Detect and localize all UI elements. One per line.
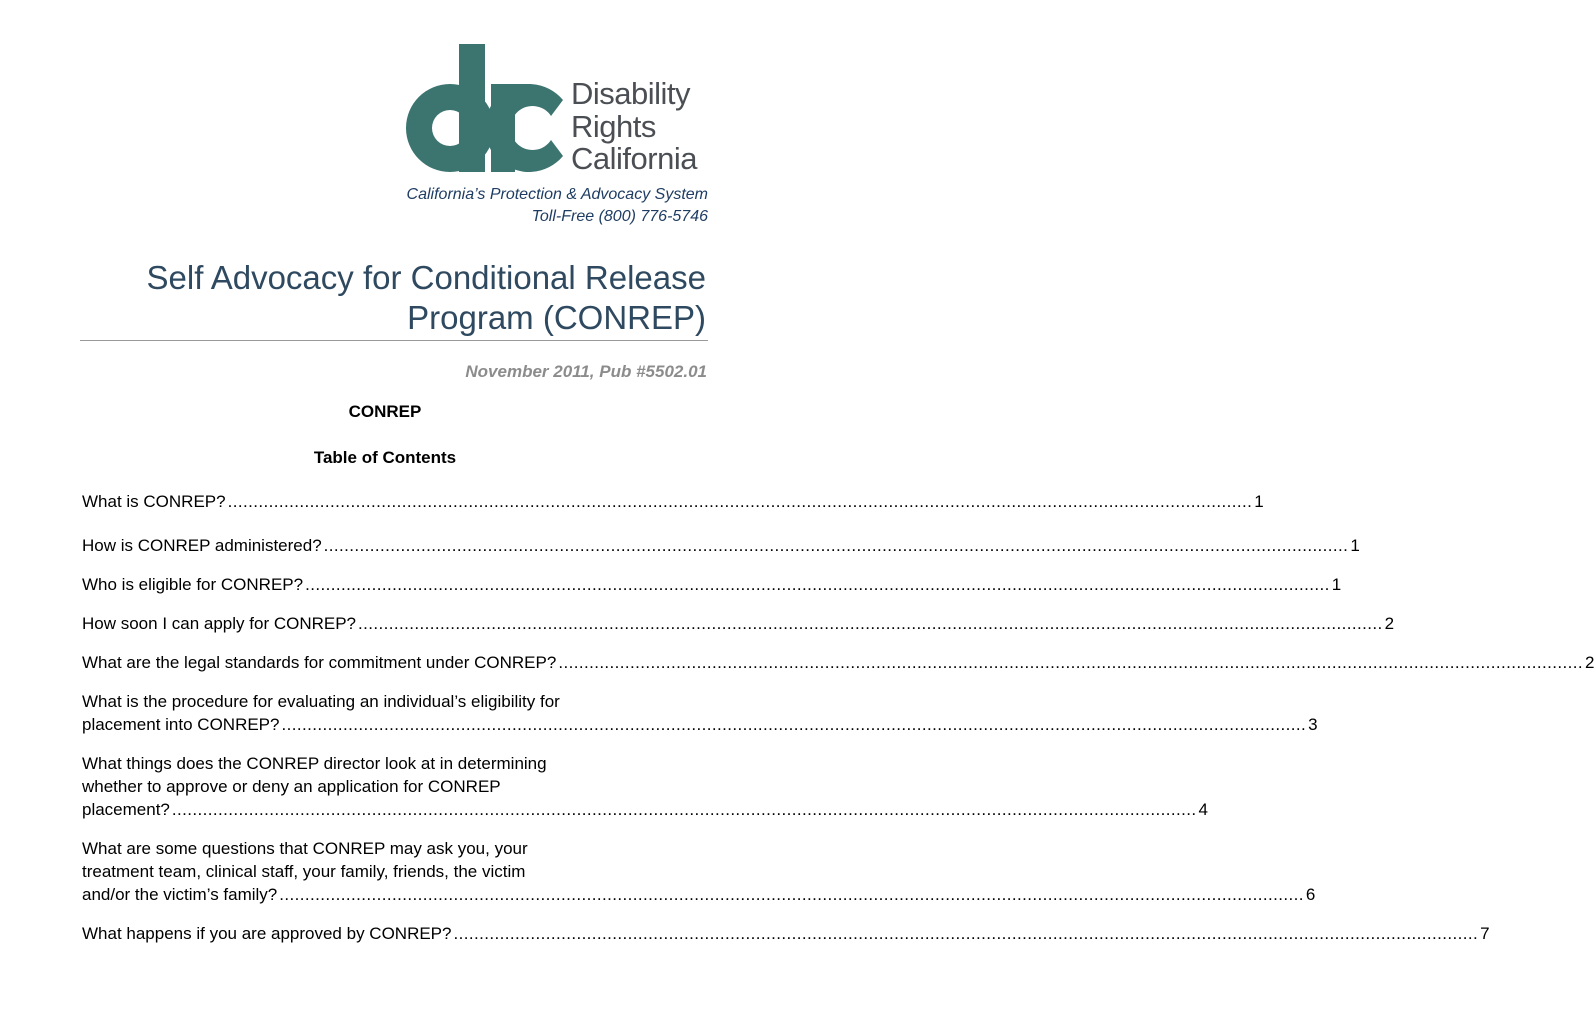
title-line: Program (CONREP)	[407, 299, 706, 336]
toc-entry-label: whether to approve or deny an application for CONREP	[82, 777, 501, 796]
toc-entry-label: placement?	[82, 800, 170, 819]
toc-entry[interactable]	[82, 922, 1490, 945]
toc-entry-line	[82, 798, 1208, 821]
toc-entry[interactable]	[82, 752, 1208, 821]
toc-entry-label: What is the procedure for evaluating an individual’s eligibility for	[82, 692, 560, 711]
toc-entry-label: placement into CONREP?	[82, 715, 280, 734]
toll-free-phone: Toll-Free (800) 776-5746	[531, 208, 708, 225]
toc-entry-line	[82, 713, 1318, 736]
toc-page-number: 3	[1308, 715, 1318, 734]
toc-page-number: 2	[1384, 614, 1395, 633]
toc-entry-label: What happens if you are approved by CONREP?	[82, 924, 452, 943]
toc-entry-label: treatment team, clinical staff, your family, friends, the victim	[82, 862, 526, 881]
title-line: Self Advocacy for Conditional Release	[146, 259, 706, 296]
toc-entry-line	[82, 752, 708, 775]
toc-entry-line	[82, 573, 1342, 596]
toc-entry-line	[82, 490, 1264, 513]
toc-leader-dots: ........................................................................................................................................................................................................	[358, 614, 1383, 633]
toc-entry-label: What things does the CONREP director look at in determining	[82, 754, 547, 773]
toc-page-number: 1	[1350, 536, 1360, 555]
toc-entry-line	[82, 775, 708, 798]
toc-leader-dots: ........................................................................................................................................................................................................	[453, 924, 1479, 943]
toc-leader-dots: ........................................................................................................................................................................................................	[171, 800, 1197, 819]
toc-page-number: 4	[1198, 800, 1208, 819]
toc-page-number: 2	[1584, 653, 1594, 672]
toc-entry-label: What are some questions that CONREP may ask you, your	[82, 839, 528, 858]
toc-leader-dots: ........................................................................................................................................................................................................	[281, 715, 1307, 734]
toc-entry[interactable]	[82, 651, 1594, 674]
toc-page-number: 7	[1480, 924, 1490, 943]
toc-leader-dots: ........................................................................................................................................................................................................	[305, 575, 1330, 594]
tagline-text: California’s Protection & Advocacy System	[406, 186, 708, 203]
toc-leader-dots: ........................................................................................................................................................................................................	[227, 492, 1253, 511]
toc-entry-line	[82, 883, 1316, 906]
logo-line: Rights	[571, 108, 656, 144]
toc-entry[interactable]	[82, 612, 1395, 635]
logo-wordmark	[571, 78, 697, 176]
toc-entry-label: and/or the victim’s family?	[82, 885, 278, 904]
toc-entry[interactable]	[82, 490, 1264, 513]
toc-leader-dots: ........................................................................................................................................................................................................	[279, 885, 1304, 904]
organization-logo	[395, 40, 715, 180]
toc-heading: Table of Contents	[313, 448, 457, 467]
toc-entry-line	[82, 534, 1360, 557]
toc-entry-line	[82, 651, 1594, 674]
title-divider	[80, 340, 708, 341]
toc-leader-dots: ........................................................................................................................................................................................................	[558, 653, 1583, 672]
toc-entry[interactable]	[82, 573, 1342, 596]
drc-logo-icon	[395, 40, 565, 180]
toc-entry-label: How is CONREP administered?	[82, 536, 322, 555]
toc-entry-line	[82, 837, 708, 860]
publication-info: November 2011, Pub #5502.01	[465, 362, 707, 381]
toc-entry-label: Who is eligible for CONREP?	[82, 575, 304, 594]
table-of-contents	[82, 490, 1594, 945]
toc-entry-label: What are the legal standards for commitment under CONREP?	[82, 653, 557, 672]
organization-tagline	[407, 184, 708, 228]
document-title	[147, 258, 707, 338]
toc-entry[interactable]	[82, 837, 1316, 906]
logo-line: Disability	[571, 76, 691, 111]
toc-entry[interactable]	[82, 534, 1360, 557]
toc-entry[interactable]	[82, 690, 1318, 736]
toc-leader-dots: ........................................................................................................................................................................................................	[323, 536, 1349, 555]
toc-entry-label: What is CONREP?	[82, 492, 226, 511]
section-heading: CONREP	[348, 402, 422, 421]
toc-page-number: 6	[1305, 885, 1316, 904]
logo-line: California	[571, 141, 697, 176]
toc-entry-line	[82, 922, 1490, 945]
toc-entry-line	[82, 612, 1395, 635]
toc-entry-line	[82, 690, 708, 713]
toc-page-number: 1	[1331, 575, 1342, 594]
toc-entry-label: How soon I can apply for CONREP?	[82, 614, 357, 633]
toc-page-number: 1	[1254, 492, 1264, 511]
toc-entry-line	[82, 860, 708, 883]
